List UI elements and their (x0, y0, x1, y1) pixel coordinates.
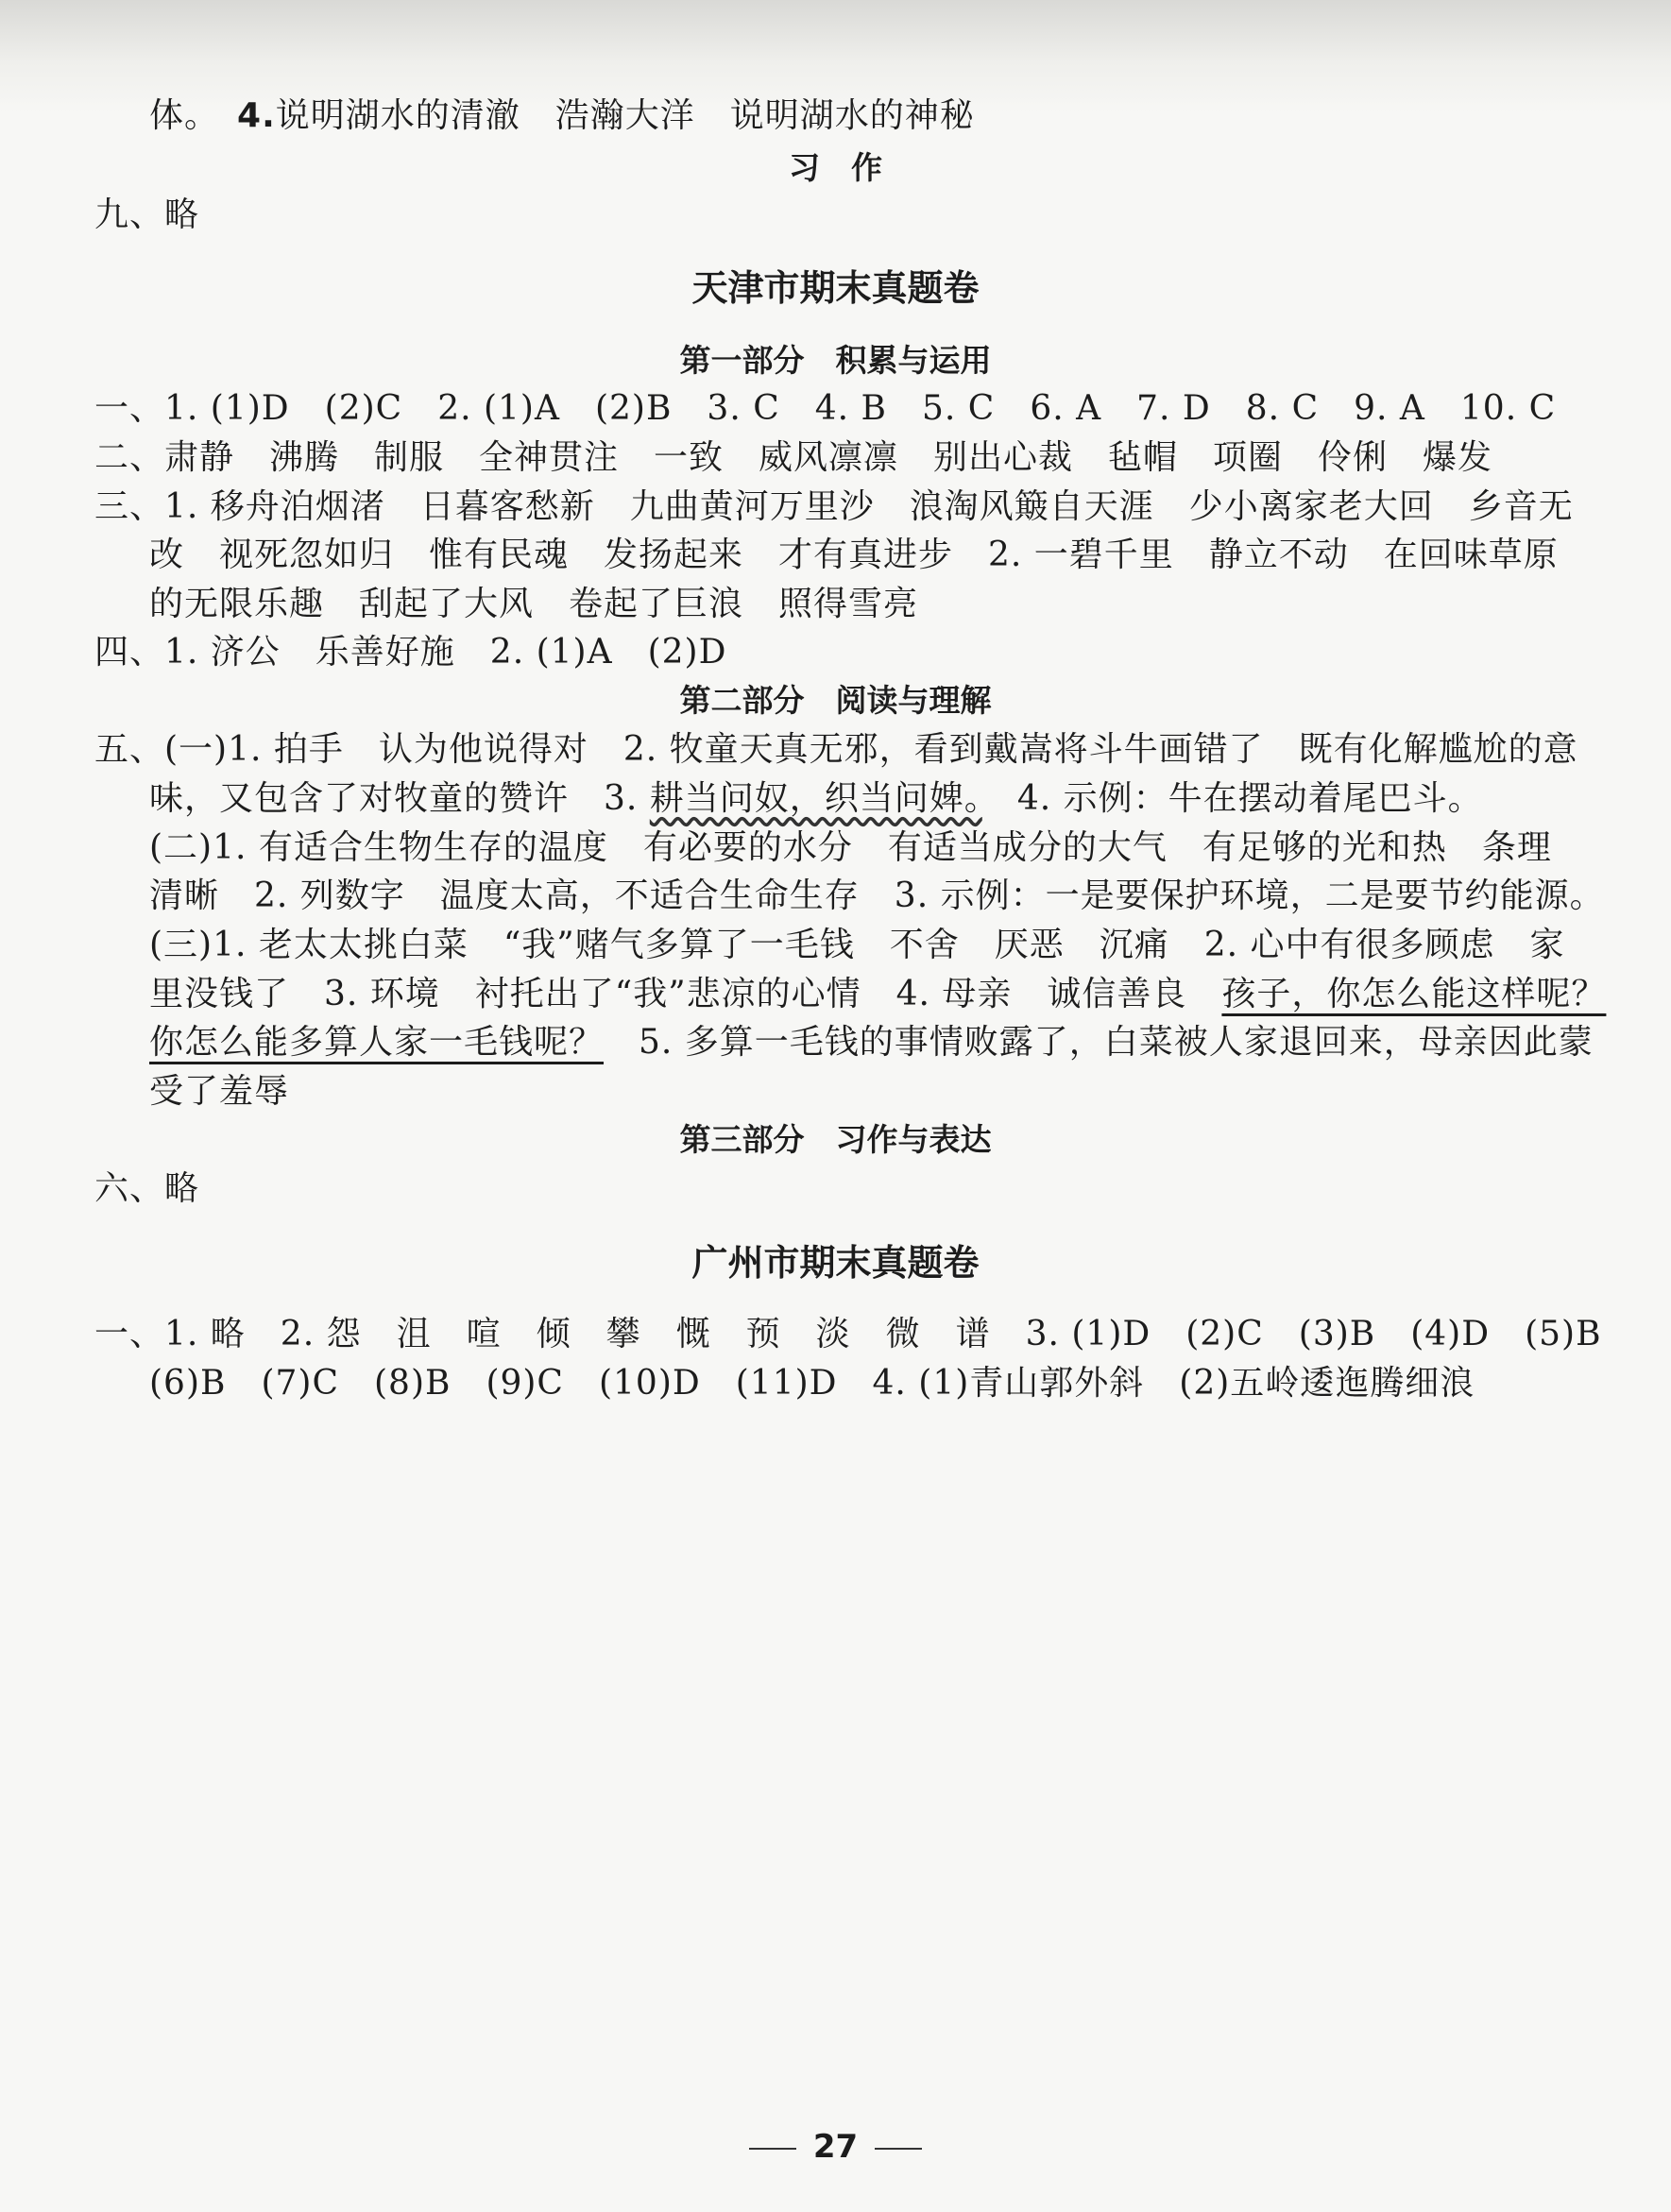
answer-line: 三、1. 移舟泊烟渚 日暮客愁新 九曲黄河万里沙 浪淘风簸自天涯 少小离家老大回 乡音无 (94, 487, 1574, 526)
answer-line: (二)1. 有适合生物生存的温度 有必要的水分 有适当成分的大气 有足够的光和热 条理 (149, 828, 1552, 867)
answer-line: 二、肃静 沸腾 制服 全神贯注 一致 威风凛凛 别出心裁 毡帽 项圈 伶俐 爆发 (94, 438, 1493, 477)
part-heading-1: 第一部分 积累与运用 (679, 342, 992, 379)
wavy-underlined-answer: 耕当问奴，织当问婢。 (649, 779, 982, 818)
answer-line: 你怎么能多算人家一毛钱呢？ 5. 多算一毛钱的事情败露了，白菜被人家退回来，母亲因此蒙 (149, 1023, 1594, 1062)
answer-line: 味，又包含了对牧童的赞许 3. 耕当问奴，织当问婢。 4. 示例：牛在摆动着尾巴斗。 (149, 779, 1483, 818)
answer-line: (6)B (7)C (8)B (9)C (10)D (11)D 4. (1)青山郭外斜 (2)五岭逶迤腾细浪 (149, 1364, 1475, 1403)
page-number: 27 (0, 2128, 1671, 2166)
answer-line: (三)1. 老太太挑白菜 “我”赌气多算了一毛钱 不舍 厌恶 沉痛 2. 心中有很多顾虑 家 (149, 926, 1565, 964)
answer-line: 里没钱了 3. 环境 衬托出了“我”悲凉的心情 4. 母亲 诚信善良 孩子，你怎么能这样呢？ (149, 975, 1607, 1013)
underlined-answer: 孩子，你怎么能这样呢？ (1221, 975, 1607, 1013)
underlined-answer: 你怎么能多算人家一毛钱呢？ (149, 1023, 605, 1062)
answer-line: 的无限乐趣 刮起了大风 卷起了巨浪 照得雪亮 (149, 585, 919, 623)
section-heading-xizuo: 习 作 (789, 149, 882, 186)
exam-title-guangzhou: 广州市期末真题卷 (691, 1242, 980, 1284)
exam-title-tianjin: 天津市期末真题卷 (691, 267, 980, 309)
answer-line: 一、1. (1)D (2)C 2. (1)A (2)B 3. C 4. B 5. C 6. A 7. D 8. C 9. A 10. C (94, 389, 1557, 428)
answer-line: 九、略 (94, 196, 200, 234)
part-heading-3: 第三部分 习作与表达 (679, 1121, 992, 1158)
answer-line: 体。 4.说明湖水的清澈 浩瀚大洋 说明湖水的神秘 (149, 96, 975, 135)
answer-line: 四、1. 济公 乐善好施 2. (1)A (2)D (94, 633, 727, 672)
answer-line: 六、略 (94, 1169, 200, 1208)
answer-line: 五、(一)1. 拍手 认为他说得对 2. 牧童天真无邪，看到戴嵩将斗牛画错了 既有化解尴尬的意 (94, 730, 1578, 769)
answer-line: 受了羞辱 (149, 1072, 290, 1111)
part-heading-2: 第二部分 阅读与理解 (679, 682, 992, 719)
answer-line: 改 视死忽如归 惟有民魂 发扬起来 才有真进步 2. 一碧千里 静立不动 在回味草原 (149, 536, 1559, 574)
answer-line: 清晰 2. 列数字 温度太高，不适合生命生存 3. 示例：一是要保护环境，二是要节约能源。 (149, 876, 1605, 915)
answer-line: 一、1. 略 2. 怨 沮 喧 倾 攀 慨 预 淡 微 谱 3. (1)D (2)C (3)B (4)D (5)B (94, 1315, 1602, 1353)
